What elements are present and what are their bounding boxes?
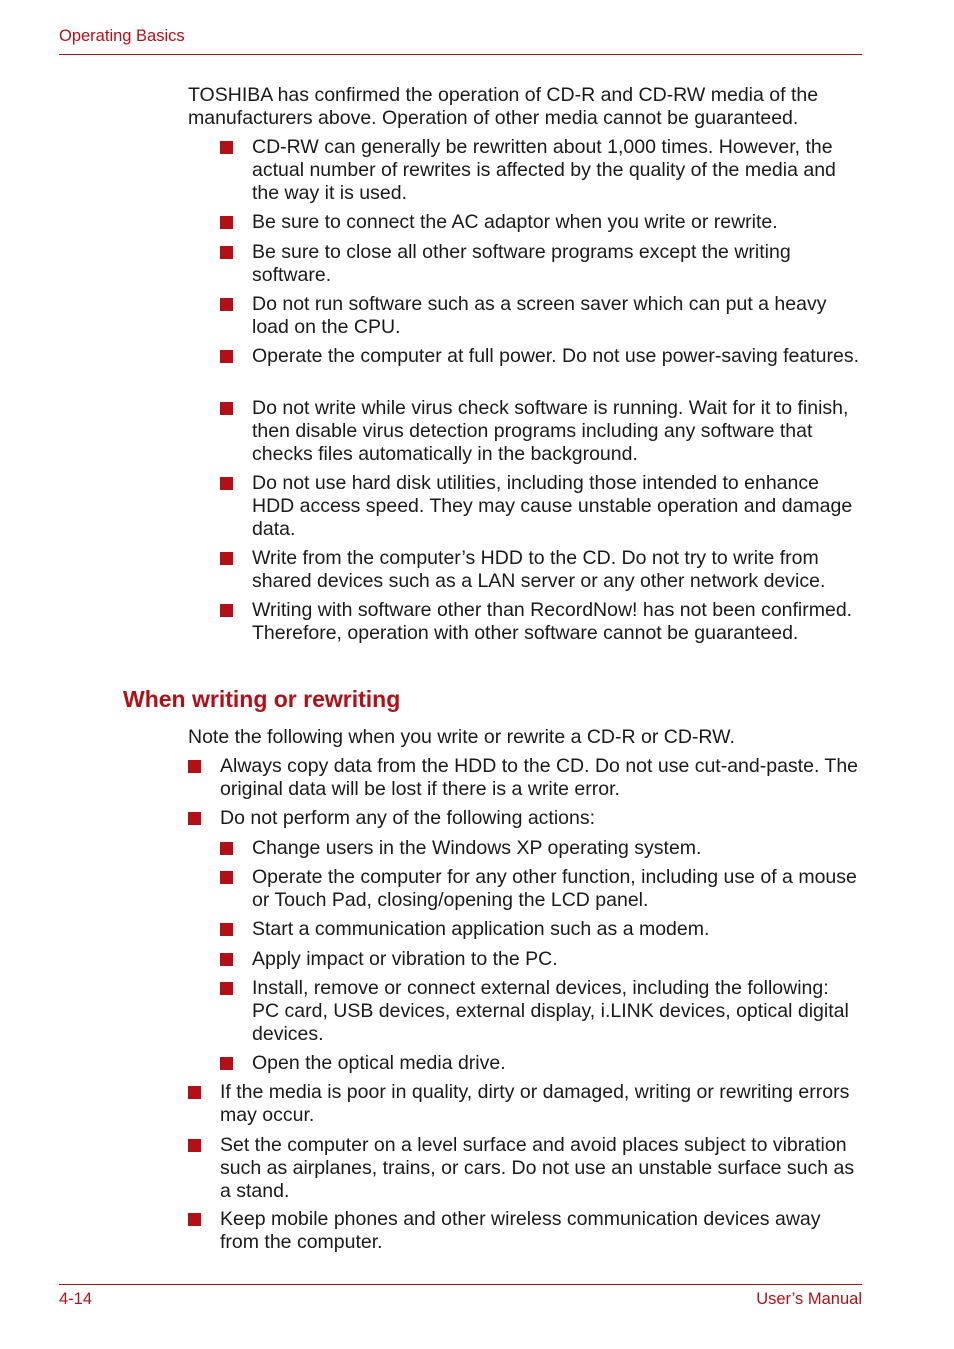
square-bullet-icon (188, 1139, 201, 1152)
square-bullet-icon (188, 1213, 201, 1226)
square-bullet-icon (220, 350, 233, 363)
square-bullet-icon (220, 923, 233, 936)
section-intro: Note the following when you write or rewrite a CD-R or CD-RW. (188, 726, 735, 748)
section-heading: When writing or rewriting (123, 686, 401, 712)
manual-title: User’s Manual (756, 1290, 862, 1308)
footer-rule (59, 1284, 862, 1285)
square-bullet-icon (220, 141, 233, 154)
square-bullet-icon (188, 812, 201, 825)
square-bullet-icon (220, 1057, 233, 1070)
page-number: 4-14 (59, 1290, 93, 1308)
square-bullet-icon (220, 842, 233, 855)
square-bullet-icon (188, 760, 201, 773)
section-header: Operating Basics (59, 27, 185, 45)
square-bullet-icon (220, 298, 233, 311)
square-bullet-icon (220, 871, 233, 884)
square-bullet-icon (220, 246, 233, 259)
square-bullet-icon (220, 982, 233, 995)
square-bullet-icon (220, 216, 233, 229)
square-bullet-icon (220, 604, 233, 617)
header-rule (59, 54, 862, 55)
intro-paragraph: TOSHIBA has confirmed the operation of CD-R and CD-RW media of the manufacturers above. Operation of other media cannot be guaranteed. (188, 84, 819, 129)
square-bullet-icon (220, 477, 233, 490)
square-bullet-icon (220, 552, 233, 565)
square-bullet-icon (188, 1086, 201, 1099)
square-bullet-icon (220, 402, 233, 415)
square-bullet-icon (220, 953, 233, 966)
